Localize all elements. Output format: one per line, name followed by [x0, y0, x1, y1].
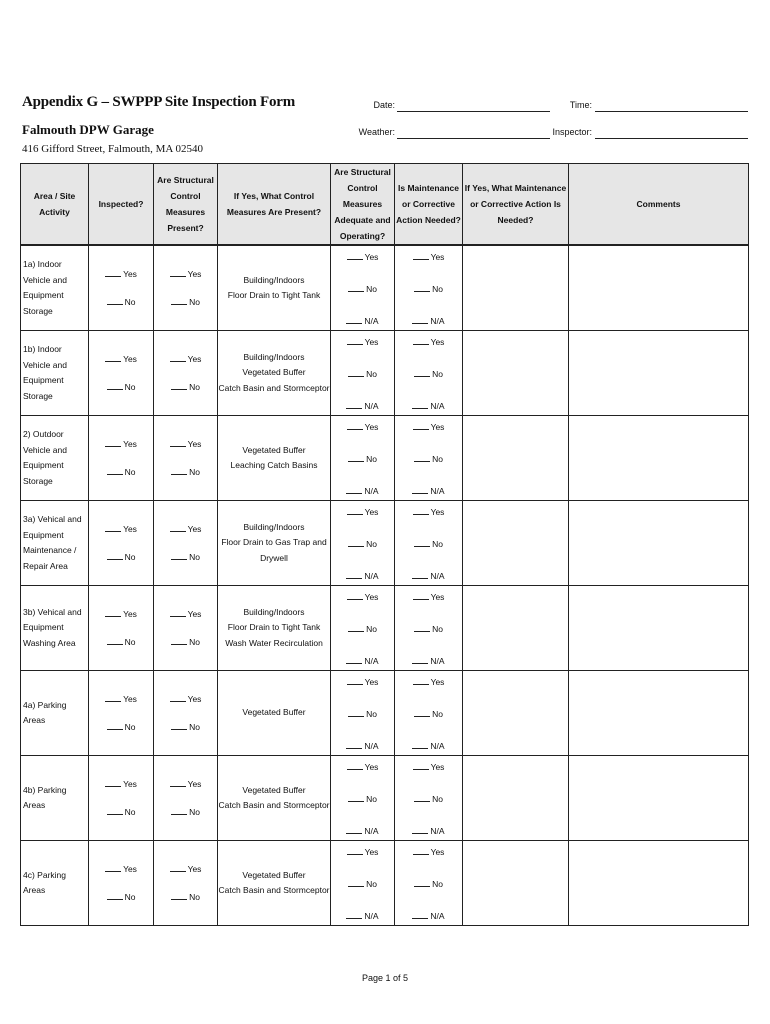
- checkbox-blank[interactable]: [171, 899, 187, 900]
- structural-no-option[interactable]: No: [171, 467, 200, 477]
- inspected-yes-option[interactable]: Yes: [105, 439, 137, 449]
- checkbox-blank[interactable]: [105, 871, 121, 872]
- checkbox-blank[interactable]: [412, 663, 428, 664]
- checkbox-blank[interactable]: [413, 514, 429, 515]
- structural-yes-option[interactable]: Yes: [170, 524, 202, 534]
- checkbox-blank[interactable]: [348, 886, 364, 887]
- comments-cell[interactable]: [569, 245, 749, 331]
- maintenance-yes-option[interactable]: Yes: [413, 337, 445, 347]
- comments-cell[interactable]: [569, 671, 749, 756]
- checkbox-blank[interactable]: [413, 599, 429, 600]
- inspected-yes-option[interactable]: Yes: [105, 779, 137, 789]
- table-row: [21, 671, 749, 756]
- checkbox-blank[interactable]: [346, 918, 362, 919]
- inspector-input-line[interactable]: [595, 128, 748, 139]
- maintenance-description-cell[interactable]: [463, 416, 569, 501]
- maintenance-description-cell[interactable]: [463, 841, 569, 926]
- checkbox-blank[interactable]: [170, 276, 186, 277]
- maintenance-description-cell[interactable]: [463, 671, 569, 756]
- checkbox-blank[interactable]: [107, 644, 123, 645]
- maintenance-needed-cell: [395, 756, 463, 841]
- structural-no-option[interactable]: No: [171, 297, 200, 307]
- adequate-na-option[interactable]: N/A: [346, 316, 378, 326]
- structural-present-cell: [154, 501, 218, 586]
- maintenance-na-option[interactable]: N/A: [412, 826, 444, 836]
- structural-present-cell: [154, 586, 218, 671]
- structural-present-cell: [154, 671, 218, 756]
- adequate-cell: [331, 586, 395, 671]
- control-measure-text: Building/Indoors: [243, 274, 305, 285]
- structural-yes-option[interactable]: Yes: [170, 779, 202, 789]
- structural-yes-option[interactable]: Yes: [170, 439, 202, 449]
- inspected-yes-option[interactable]: Yes: [105, 694, 137, 704]
- table-row: [21, 586, 749, 671]
- adequate-yes-option[interactable]: Yes: [347, 337, 379, 347]
- checkbox-blank[interactable]: [170, 446, 186, 447]
- checkbox-blank[interactable]: [413, 429, 429, 430]
- structural-yes-option[interactable]: Yes: [170, 269, 202, 279]
- inspected-yes-option[interactable]: Yes: [105, 864, 137, 874]
- adequate-yes-option[interactable]: Yes: [347, 592, 379, 602]
- comments-cell[interactable]: [569, 756, 749, 841]
- time-label: Time:: [569, 100, 592, 110]
- area-cell: 3b) Vehical and Equipment Washing Area: [21, 586, 89, 671]
- maintenance-needed-cell: [395, 416, 463, 501]
- checkbox-blank[interactable]: [413, 259, 429, 260]
- measures-present-cell: [218, 331, 331, 416]
- checkbox-blank[interactable]: [414, 376, 430, 377]
- checkbox-blank[interactable]: [414, 801, 430, 802]
- maintenance-na-option[interactable]: N/A: [412, 401, 444, 411]
- checkbox-blank[interactable]: [412, 493, 428, 494]
- control-measure-text: Leaching Catch Basins: [230, 460, 318, 470]
- checkbox-blank[interactable]: [346, 408, 362, 409]
- time-input-line[interactable]: [595, 101, 748, 112]
- inspected-cell: [89, 671, 154, 756]
- maintenance-yes-option[interactable]: Yes: [413, 507, 445, 517]
- inspected-no-option[interactable]: No: [107, 807, 136, 817]
- table-row: [21, 245, 749, 331]
- inspected-cell: [89, 586, 154, 671]
- checkbox-blank[interactable]: [413, 769, 429, 770]
- checkbox-blank[interactable]: [171, 814, 187, 815]
- maintenance-yes-option[interactable]: Yes: [413, 592, 445, 602]
- inspection-table: [20, 163, 749, 926]
- adequate-yes-option[interactable]: Yes: [347, 762, 379, 772]
- adequate-no-option[interactable]: No: [348, 794, 377, 804]
- col-header-maintenance-description: If Yes, What Maintenance or Corrective Action Is Needed?: [463, 164, 569, 246]
- checkbox-blank[interactable]: [347, 769, 363, 770]
- table-row: [21, 501, 749, 586]
- adequate-no-option[interactable]: No: [348, 624, 377, 634]
- inspected-no-option[interactable]: No: [107, 552, 136, 562]
- structural-no-option[interactable]: No: [171, 637, 200, 647]
- maintenance-na-option[interactable]: N/A: [412, 571, 444, 581]
- structural-present-cell: [154, 245, 218, 331]
- maintenance-no-option[interactable]: No: [414, 624, 443, 634]
- maintenance-yes-option[interactable]: Yes: [413, 422, 445, 432]
- col-header-maintenance-needed: Is Maintenance or Corrective Action Needed?: [395, 164, 463, 246]
- structural-present-cell: [154, 416, 218, 501]
- checkbox-blank[interactable]: [348, 376, 364, 377]
- checkbox-blank[interactable]: [105, 531, 121, 532]
- maintenance-yes-option[interactable]: Yes: [413, 677, 445, 687]
- maintenance-yes-option[interactable]: Yes: [413, 252, 445, 262]
- measures-present-cell: [218, 671, 331, 756]
- checkbox-blank[interactable]: [414, 546, 430, 547]
- table-row: [21, 331, 749, 416]
- comments-cell[interactable]: [569, 501, 749, 586]
- checkbox-blank[interactable]: [105, 616, 121, 617]
- maintenance-no-option[interactable]: No: [414, 284, 443, 294]
- inspected-cell: [89, 416, 154, 501]
- maintenance-na-option[interactable]: N/A: [412, 741, 444, 751]
- control-measure-text: Vegetated Buffer: [242, 784, 306, 795]
- checkbox-blank[interactable]: [170, 871, 186, 872]
- structural-yes-option[interactable]: Yes: [170, 354, 202, 364]
- table-header-row: [21, 164, 749, 246]
- structural-no-option[interactable]: No: [171, 807, 200, 817]
- checkbox-blank[interactable]: [348, 546, 364, 547]
- table-row: [21, 841, 749, 926]
- checkbox-blank[interactable]: [170, 701, 186, 702]
- checkbox-blank[interactable]: [107, 304, 123, 305]
- control-measure-text: Catch Basin and Stormceptor: [218, 382, 330, 393]
- checkbox-blank[interactable]: [348, 716, 364, 717]
- checkbox-blank[interactable]: [414, 886, 430, 887]
- adequate-yes-option[interactable]: Yes: [347, 677, 379, 687]
- control-measure-text: Building/Indoors: [243, 521, 305, 532]
- inspected-no-option[interactable]: No: [107, 382, 136, 392]
- maintenance-no-option[interactable]: No: [414, 879, 443, 889]
- structural-no-option[interactable]: No: [171, 552, 200, 562]
- adequate-no-option[interactable]: No: [348, 284, 377, 294]
- adequate-yes-option[interactable]: Yes: [347, 422, 379, 432]
- area-cell: 4b) Parking Areas: [21, 756, 89, 841]
- checkbox-blank[interactable]: [171, 474, 187, 475]
- adequate-no-option[interactable]: No: [348, 879, 377, 889]
- measures-present-cell: [218, 586, 331, 671]
- comments-cell[interactable]: [569, 416, 749, 501]
- inspected-cell: [89, 756, 154, 841]
- structural-no-option[interactable]: No: [171, 382, 200, 392]
- checkbox-blank[interactable]: [413, 854, 429, 855]
- control-measure-text: Floor Drain to Gas Trap and Drywell: [221, 537, 327, 563]
- checkbox-blank[interactable]: [171, 644, 187, 645]
- checkbox-blank[interactable]: [107, 559, 123, 560]
- area-cell: 4c) Parking Areas: [21, 841, 89, 926]
- inspected-no-option[interactable]: No: [107, 637, 136, 647]
- structural-yes-option[interactable]: Yes: [170, 694, 202, 704]
- maintenance-description-cell[interactable]: [463, 756, 569, 841]
- adequate-yes-option[interactable]: Yes: [347, 252, 379, 262]
- checkbox-blank[interactable]: [347, 514, 363, 515]
- maintenance-description-cell[interactable]: [463, 331, 569, 416]
- adequate-na-option[interactable]: N/A: [346, 911, 378, 921]
- checkbox-blank[interactable]: [347, 344, 363, 345]
- structural-no-option[interactable]: No: [171, 722, 200, 732]
- table-row: [21, 756, 749, 841]
- checkbox-blank[interactable]: [170, 616, 186, 617]
- adequate-cell: [331, 331, 395, 416]
- structural-present-cell: [154, 331, 218, 416]
- adequate-na-option[interactable]: N/A: [346, 826, 378, 836]
- checkbox-blank[interactable]: [346, 833, 362, 834]
- adequate-no-option[interactable]: No: [348, 709, 377, 719]
- adequate-cell: [331, 756, 395, 841]
- checkbox-blank[interactable]: [347, 429, 363, 430]
- checkbox-blank[interactable]: [346, 493, 362, 494]
- inspected-no-option[interactable]: No: [107, 297, 136, 307]
- inspector-label: Inspector:: [552, 127, 592, 137]
- area-cell: 1a) Indoor Vehicle and Equipment Storage: [21, 245, 89, 331]
- checkbox-blank[interactable]: [413, 684, 429, 685]
- checkbox-blank[interactable]: [107, 899, 123, 900]
- checkbox-blank[interactable]: [412, 833, 428, 834]
- control-measure-text: Floor Drain to Tight Tank: [227, 290, 321, 300]
- adequate-no-option[interactable]: No: [348, 454, 377, 464]
- adequate-na-option[interactable]: N/A: [346, 741, 378, 751]
- maintenance-na-option[interactable]: N/A: [412, 486, 444, 496]
- control-measure-text: Building/Indoors: [243, 606, 305, 617]
- checkbox-blank[interactable]: [348, 461, 364, 462]
- col-header-structural-present: Are Structural Control Measures Present?: [154, 164, 218, 246]
- maintenance-no-option[interactable]: No: [414, 539, 443, 549]
- checkbox-blank[interactable]: [346, 748, 362, 749]
- checkbox-blank[interactable]: [171, 729, 187, 730]
- table-row: [21, 416, 749, 501]
- adequate-na-option[interactable]: N/A: [346, 486, 378, 496]
- inspected-yes-option[interactable]: Yes: [105, 524, 137, 534]
- control-measure-text: Building/Indoors: [243, 351, 305, 362]
- inspected-no-option[interactable]: No: [107, 467, 136, 477]
- structural-present-cell: [154, 841, 218, 926]
- maintenance-needed-cell: [395, 841, 463, 926]
- area-cell: 3a) Vehical and Equipment Maintenance / Repair Area: [21, 501, 89, 586]
- area-cell: 2) Outdoor Vehicle and Equipment Storage: [21, 416, 89, 501]
- maintenance-needed-cell: [395, 331, 463, 416]
- facility-address: 416 Gifford Street, Falmouth, MA 02540: [22, 143, 203, 155]
- maintenance-description-cell[interactable]: [463, 245, 569, 331]
- structural-no-option[interactable]: No: [171, 892, 200, 902]
- adequate-cell: [331, 671, 395, 756]
- maintenance-yes-option[interactable]: Yes: [413, 762, 445, 772]
- maintenance-needed-cell: [395, 501, 463, 586]
- inspected-no-option[interactable]: No: [107, 892, 136, 902]
- measures-present-cell: [218, 501, 331, 586]
- maintenance-na-option[interactable]: N/A: [412, 911, 444, 921]
- checkbox-blank[interactable]: [107, 729, 123, 730]
- checkbox-blank[interactable]: [348, 291, 364, 292]
- structural-yes-option[interactable]: Yes: [170, 609, 202, 619]
- inspected-cell: [89, 331, 154, 416]
- measures-present-cell: [218, 756, 331, 841]
- comments-cell[interactable]: [569, 841, 749, 926]
- adequate-cell: [331, 416, 395, 501]
- comments-cell[interactable]: [569, 586, 749, 671]
- maintenance-needed-cell: [395, 245, 463, 331]
- checkbox-blank[interactable]: [348, 801, 364, 802]
- checkbox-blank[interactable]: [171, 389, 187, 390]
- maintenance-no-option[interactable]: No: [414, 369, 443, 379]
- checkbox-blank[interactable]: [107, 474, 123, 475]
- inspected-yes-option[interactable]: Yes: [105, 609, 137, 619]
- checkbox-blank[interactable]: [347, 854, 363, 855]
- control-measure-text: Catch Basin and Stormceptor: [218, 885, 330, 895]
- checkbox-blank[interactable]: [414, 631, 430, 632]
- adequate-cell: [331, 245, 395, 331]
- maintenance-description-cell[interactable]: [463, 586, 569, 671]
- checkbox-blank[interactable]: [414, 461, 430, 462]
- checkbox-blank[interactable]: [171, 559, 187, 560]
- checkbox-blank[interactable]: [348, 631, 364, 632]
- maintenance-no-option[interactable]: No: [414, 794, 443, 804]
- adequate-na-option[interactable]: N/A: [346, 401, 378, 411]
- inspected-cell: [89, 841, 154, 926]
- checkbox-blank[interactable]: [105, 701, 121, 702]
- maintenance-needed-cell: [395, 671, 463, 756]
- checkbox-blank[interactable]: [412, 408, 428, 409]
- structural-present-cell: [154, 756, 218, 841]
- adequate-yes-option[interactable]: Yes: [347, 847, 379, 857]
- adequate-cell: [331, 841, 395, 926]
- form-title: Appendix G – SWPPP Site Inspection Form: [22, 94, 296, 110]
- control-measure-text: Floor Drain to Tight Tank Wash Water Recirculation: [225, 622, 323, 648]
- checkbox-blank[interactable]: [413, 344, 429, 345]
- col-header-measures-present: If Yes, What Control Measures Are Present?: [218, 164, 331, 246]
- checkbox-blank[interactable]: [105, 446, 121, 447]
- inspected-no-option[interactable]: No: [107, 722, 136, 732]
- checkbox-blank[interactable]: [105, 786, 121, 787]
- inspected-cell: [89, 501, 154, 586]
- inspected-yes-option[interactable]: Yes: [105, 269, 137, 279]
- col-header-adequate: Are Structural Control Measures Adequate and Operating?: [331, 164, 395, 246]
- col-header-inspected: Inspected?: [89, 164, 154, 246]
- measures-present-cell: [218, 245, 331, 331]
- checkbox-blank[interactable]: [412, 323, 428, 324]
- maintenance-no-option[interactable]: No: [414, 709, 443, 719]
- col-header-comments: Comments: [569, 164, 749, 246]
- checkbox-blank[interactable]: [171, 304, 187, 305]
- facility-name: Falmouth DPW Garage: [22, 122, 154, 137]
- maintenance-yes-option[interactable]: Yes: [413, 847, 445, 857]
- checkbox-blank[interactable]: [107, 389, 123, 390]
- checkbox-blank[interactable]: [105, 361, 121, 362]
- checkbox-blank[interactable]: [347, 259, 363, 260]
- measures-present-cell: [218, 416, 331, 501]
- inspected-cell: [89, 245, 154, 331]
- adequate-cell: [331, 501, 395, 586]
- checkbox-blank[interactable]: [105, 276, 121, 277]
- checkbox-blank[interactable]: [414, 716, 430, 717]
- maintenance-needed-cell: [395, 586, 463, 671]
- maintenance-description-cell[interactable]: [463, 501, 569, 586]
- checkbox-blank[interactable]: [414, 291, 430, 292]
- maintenance-na-option[interactable]: N/A: [412, 316, 444, 326]
- adequate-yes-option[interactable]: Yes: [347, 507, 379, 517]
- control-measure-text: Catch Basin and Stormceptor: [218, 800, 330, 810]
- col-header-area: Area / Site Activity: [21, 164, 89, 246]
- adequate-no-option[interactable]: No: [348, 369, 377, 379]
- control-measure-text: Vegetated Buffer: [242, 869, 306, 880]
- control-measure-text: Vegetated Buffer: [242, 367, 306, 378]
- control-measure-text: Vegetated Buffer: [242, 707, 306, 718]
- checkbox-blank[interactable]: [412, 748, 428, 749]
- adequate-na-option[interactable]: N/A: [346, 571, 378, 581]
- control-measure-text: Vegetated Buffer: [242, 444, 306, 455]
- checkbox-blank[interactable]: [346, 323, 362, 324]
- date-label: Date:: [373, 100, 395, 110]
- checkbox-blank[interactable]: [346, 663, 362, 664]
- checkbox-blank[interactable]: [346, 578, 362, 579]
- adequate-na-option[interactable]: N/A: [346, 656, 378, 666]
- checkbox-blank[interactable]: [107, 814, 123, 815]
- checkbox-blank[interactable]: [412, 578, 428, 579]
- inspected-yes-option[interactable]: Yes: [105, 354, 137, 364]
- adequate-no-option[interactable]: No: [348, 539, 377, 549]
- weather-label: Weather:: [358, 127, 395, 137]
- checkbox-blank[interactable]: [412, 918, 428, 919]
- page-number: Page 1 of 5: [361, 973, 409, 983]
- maintenance-no-option[interactable]: No: [414, 454, 443, 464]
- measures-present-cell: [218, 841, 331, 926]
- checkbox-blank[interactable]: [347, 684, 363, 685]
- structural-yes-option[interactable]: Yes: [170, 864, 202, 874]
- maintenance-na-option[interactable]: N/A: [412, 656, 444, 666]
- comments-cell[interactable]: [569, 331, 749, 416]
- checkbox-blank[interactable]: [170, 786, 186, 787]
- checkbox-blank[interactable]: [170, 361, 186, 362]
- checkbox-blank[interactable]: [347, 599, 363, 600]
- checkbox-blank[interactable]: [170, 531, 186, 532]
- area-cell: 4a) Parking Areas: [21, 671, 89, 756]
- area-cell: 1b) Indoor Vehicle and Equipment Storage: [21, 331, 89, 416]
